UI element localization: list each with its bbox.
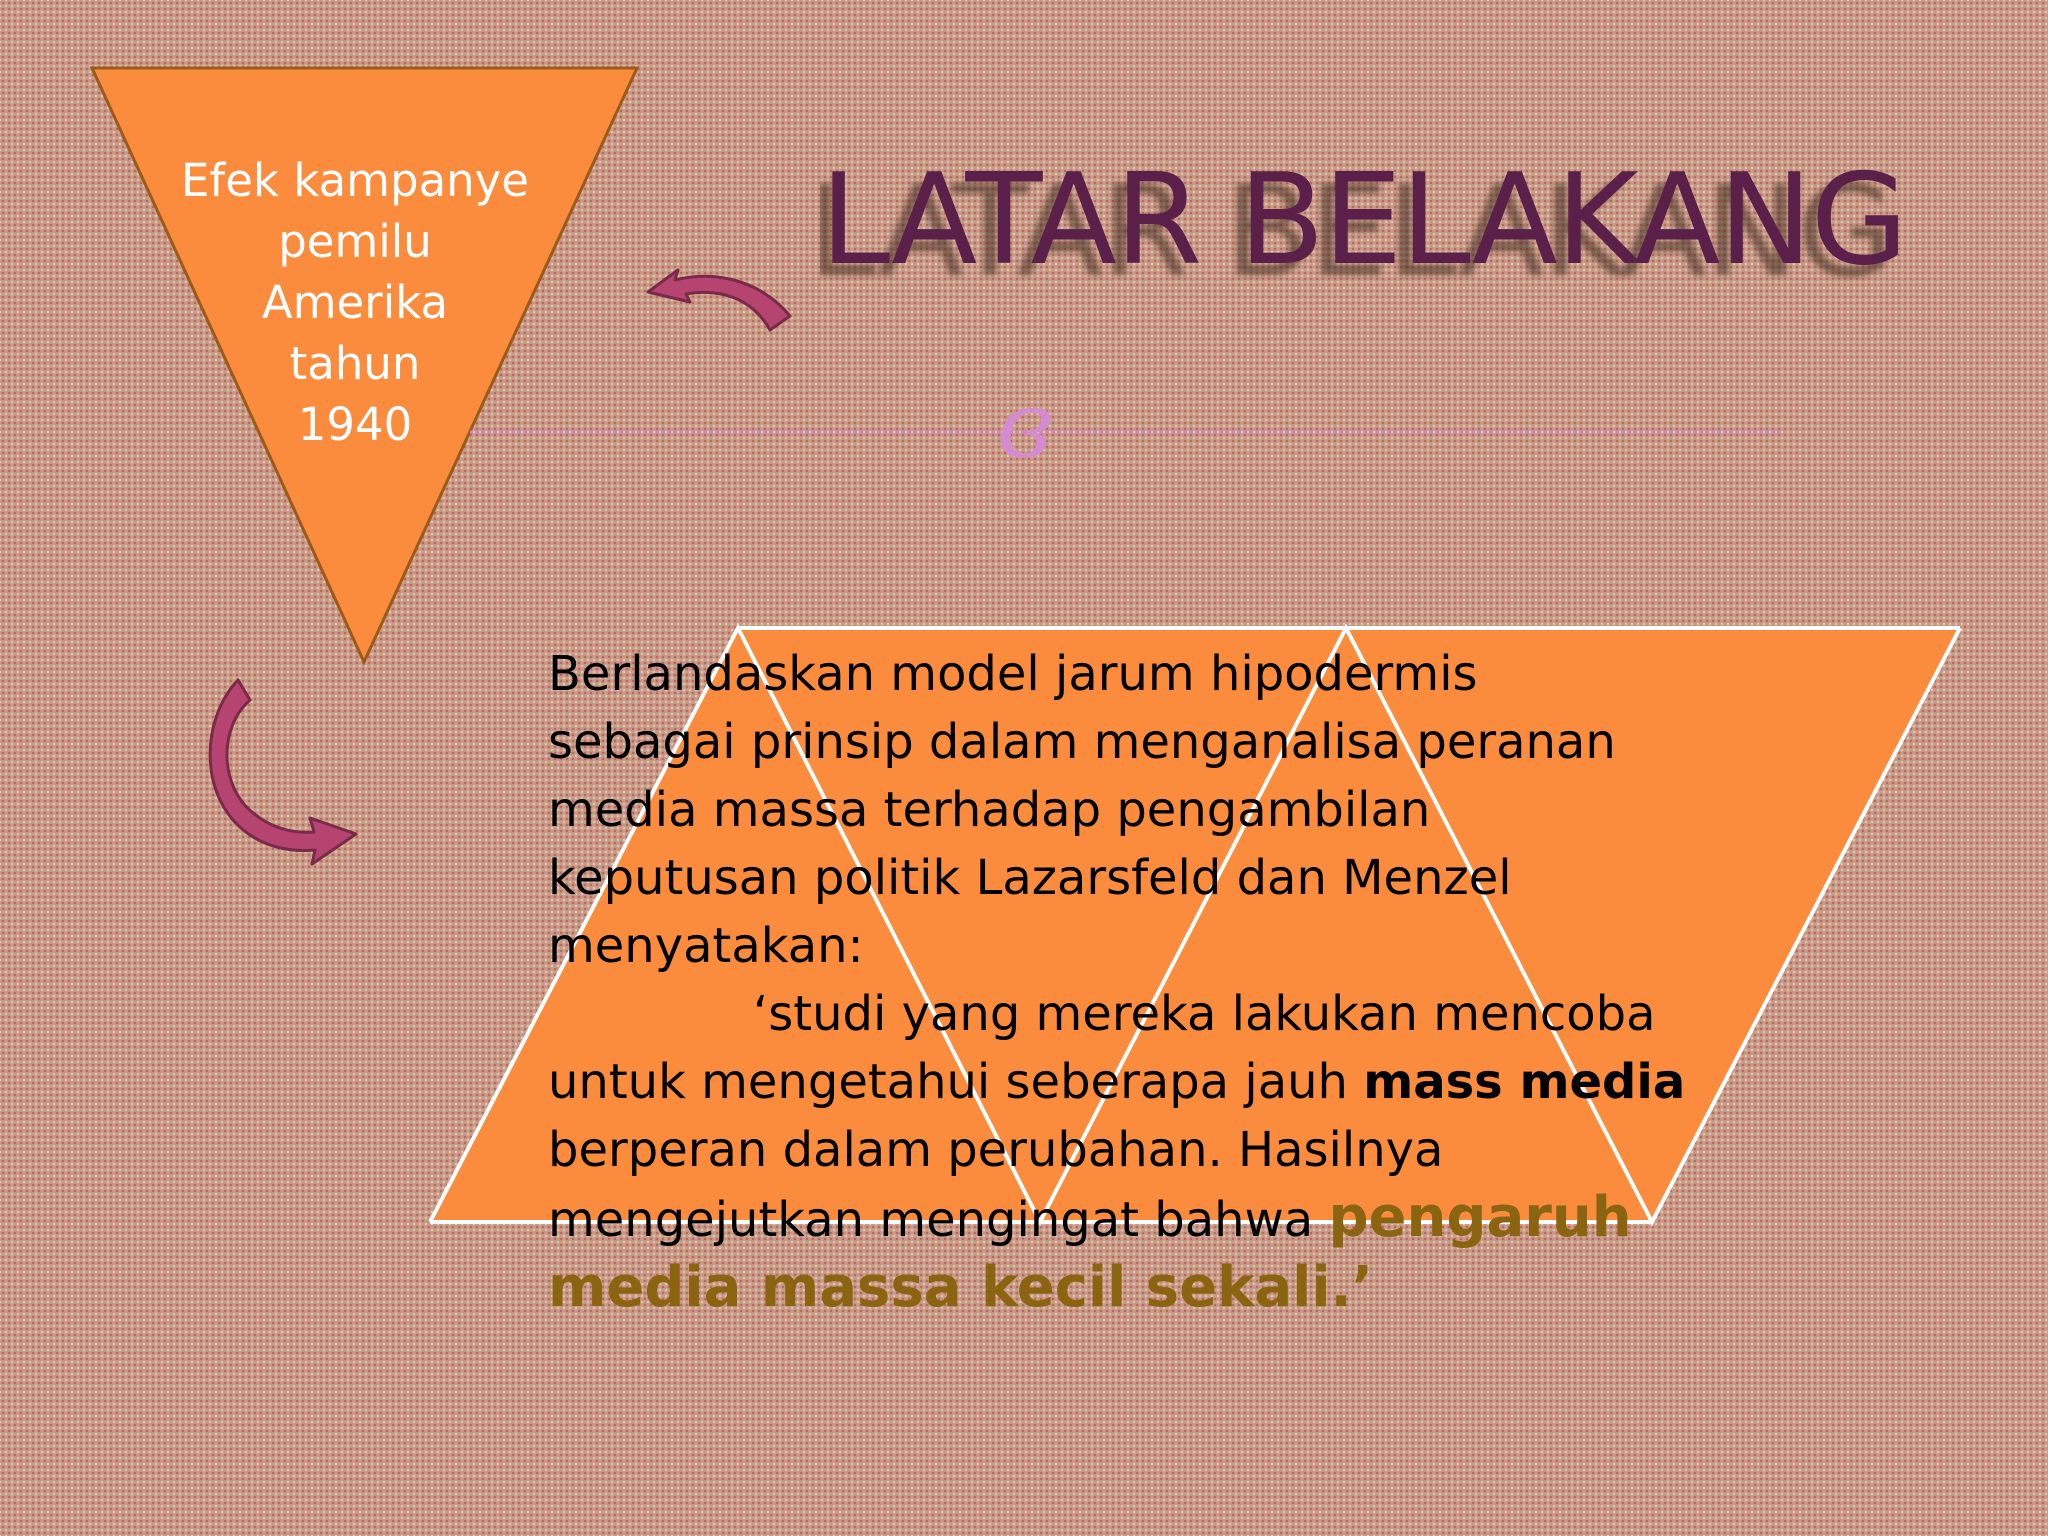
body-line: berperan dalam perubahan. Hasilnya (548, 1122, 1444, 1178)
body-line-text: untuk mengetahui seberapa jauh (548, 1054, 1364, 1110)
title-container (820, 140, 2048, 300)
body-line (548, 1048, 1848, 1116)
body-line-text: mengejutkan mengingat bahwa (548, 1192, 1329, 1248)
quote-text: ‘studi yang mereka lakukan mencoba (753, 986, 1656, 1042)
triangle-caption-line: tahun (289, 337, 421, 390)
body-line: media massa terhadap pengambilan (548, 782, 1431, 838)
highlight-line: media massa kecil sekali.’ (548, 1255, 1374, 1320)
triangle-caption (150, 150, 560, 455)
triangle-caption-line: Amerika (261, 276, 449, 329)
body-line: menyatakan: (548, 918, 864, 974)
curved-arrow-down-right-icon (210, 680, 356, 864)
body-line (548, 1184, 1848, 1254)
highlight-phrase: pengaruh (1328, 1185, 1632, 1250)
body-line: sebagai prinsip dalam menganalisa peranan (548, 714, 1616, 770)
bold-phrase: mass media (1363, 1054, 1686, 1110)
triangle-caption-line: Efek kampanye (181, 154, 529, 207)
triangle-caption-line: pemilu (278, 215, 432, 268)
ornament-glyph: ɞ (997, 373, 1053, 478)
quote-line (548, 980, 1848, 1048)
body-paragraph (548, 640, 1848, 1322)
slide-title: LATAR BELAKANG (820, 146, 1907, 293)
body-line: keputusan politik Lazarsfeld dan Menzel (548, 850, 1512, 906)
curved-arrow-left-icon (648, 270, 790, 330)
body-line: Berlandaskan model jarum hipodermis (548, 646, 1478, 702)
triangle-caption-line: 1940 (297, 398, 413, 451)
